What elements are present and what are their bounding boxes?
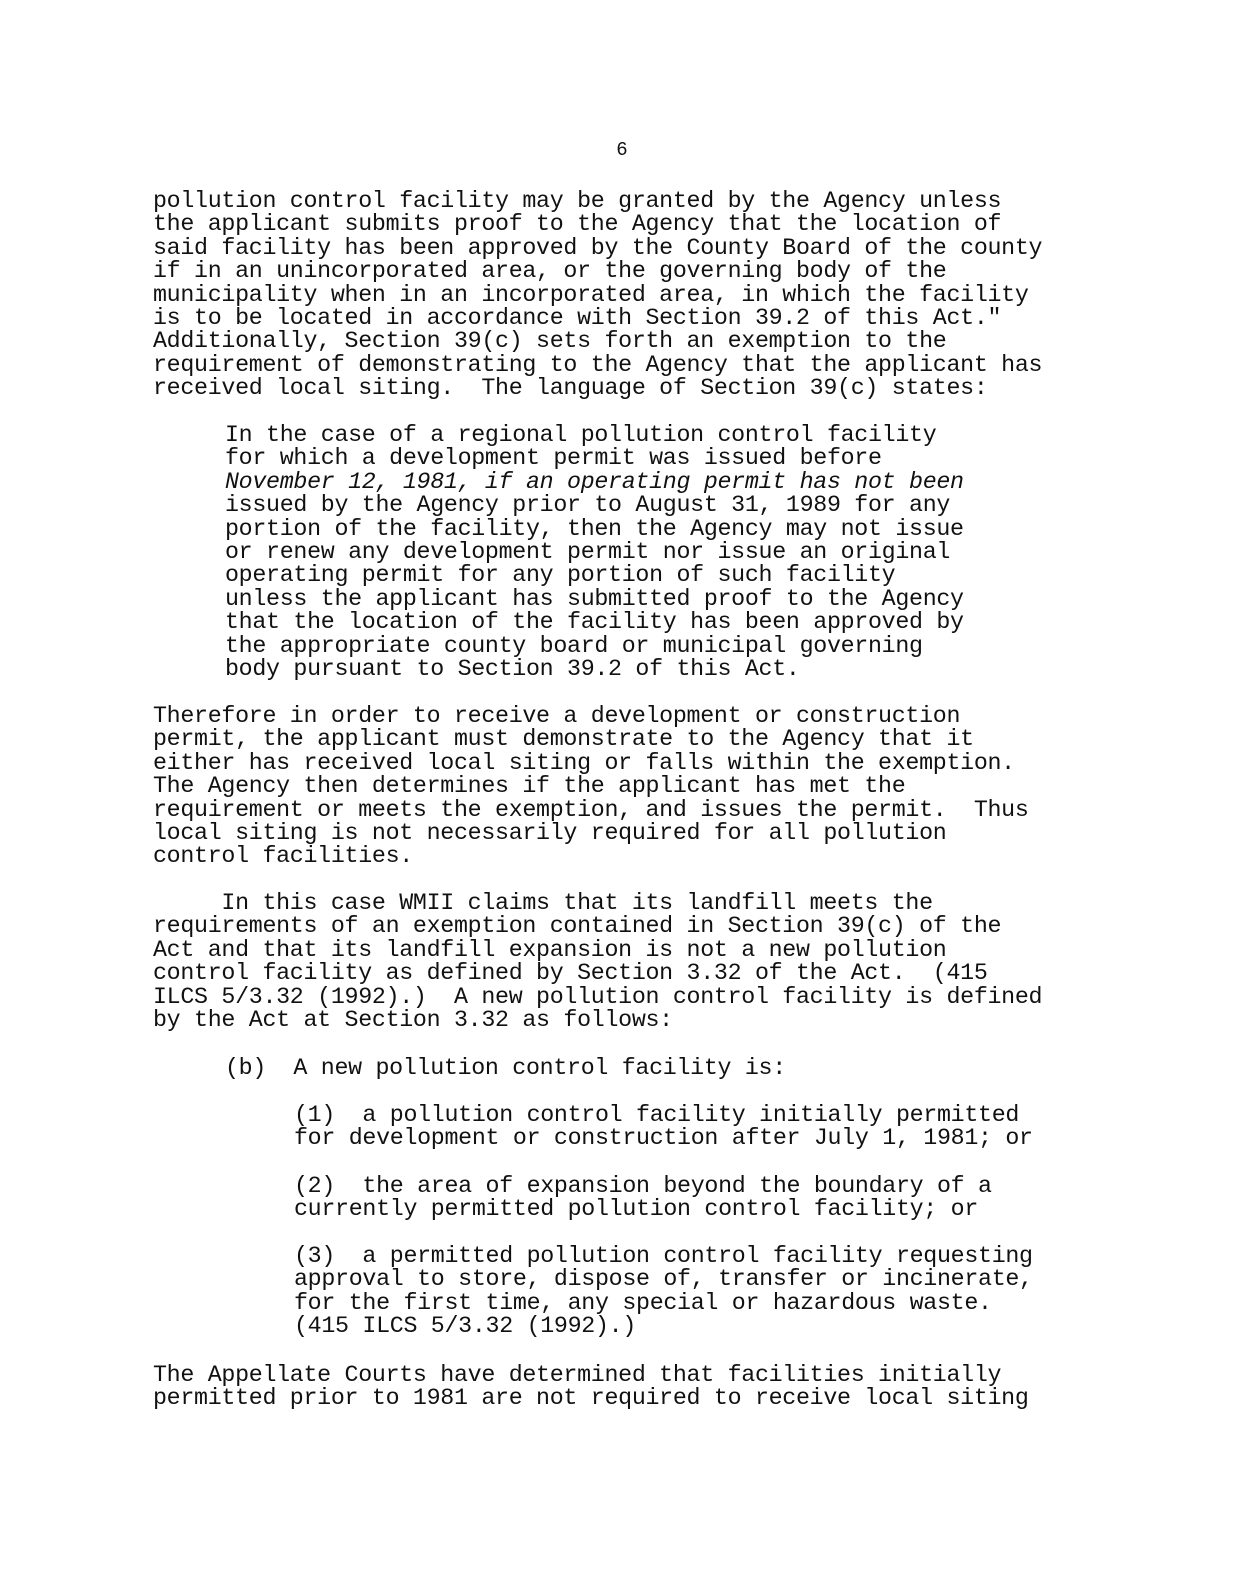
quote-text-italic: November 12, 1981, if an operating permit has not been <box>225 468 964 495</box>
paragraph-therefore: Therefore in order to receive a development or construction permit, the applicant must demonstrate to the Agency that it either has received local siting or falls within the exemption. The Agency then determines if the applicant has met the requirement or meets the exemption, and issues the permit. Thus local siting is not necessarily required for all pollution control facilities. <box>153 703 1029 870</box>
statute-subitem-3: (3) a permitted pollution control facility requesting approval to store, dispose of, transfer or incinerate, for the first time, any special or hazardous waste. (415 ILCS 5/3.32 (1992).) <box>294 1243 1033 1340</box>
quote-text-start: In the case of a regional pollution control facility for which a development permit was issued before <box>225 422 937 472</box>
paragraph-appellate-courts: The Appellate Courts have determined that facilities initially permitted prior to 1981 are not required to receive local siting <box>153 1362 1029 1412</box>
quote-text-end: issued by the Agency prior to August 31, 1989 for any portion of the facility, then the Agency may not issue or renew any development permit nor issue an original operating permit for any portion of such facility unless the applicant has submitted proof to the Agency that the location of the facility has been approved by the appropriate county board or municipal governing body pursuant to Section 39.2 of this Act. <box>225 492 964 683</box>
statute-item-b: (b) A new pollution control facility is: <box>225 1055 786 1081</box>
statute-subitem-1: (1) a pollution control facility initially permitted for development or construction after July 1, 1981; or <box>294 1102 1033 1152</box>
paragraph-wmii-claim: In this case WMII claims that its landfill meets the requirements of an exemption contained in Section 39(c) of the Act and that its landfill expansion is not a new pollution control facility as defined by Section 3.32 of the Act. (415 ILCS 5/3.32 (1992).) A new pollution control facility is defined by the Act at Section 3.32 as follows: <box>153 890 1043 1034</box>
block-quote-section-39c <box>225 424 964 681</box>
page-number: 6 <box>616 139 628 161</box>
paragraph-agency-permit: pollution control facility may be granted by the Agency unless the applicant submits proof to the Agency that the location of said facility has been approved by the County Board of the county if in an unincorporated area, or the governing body of the municipality when in an incorporated area, in which the facility is to be located in accordance with Section 39.2 of this Act." Additionally, Section 39(c) sets forth an exemption to the requirement of demonstrating to the Agency that the applicant has received local siting. The language of Section 39(c) states: <box>153 188 1043 402</box>
statute-subitem-2: (2) the area of expansion beyond the boundary of a currently permitted pollution control facility; or <box>294 1173 992 1223</box>
